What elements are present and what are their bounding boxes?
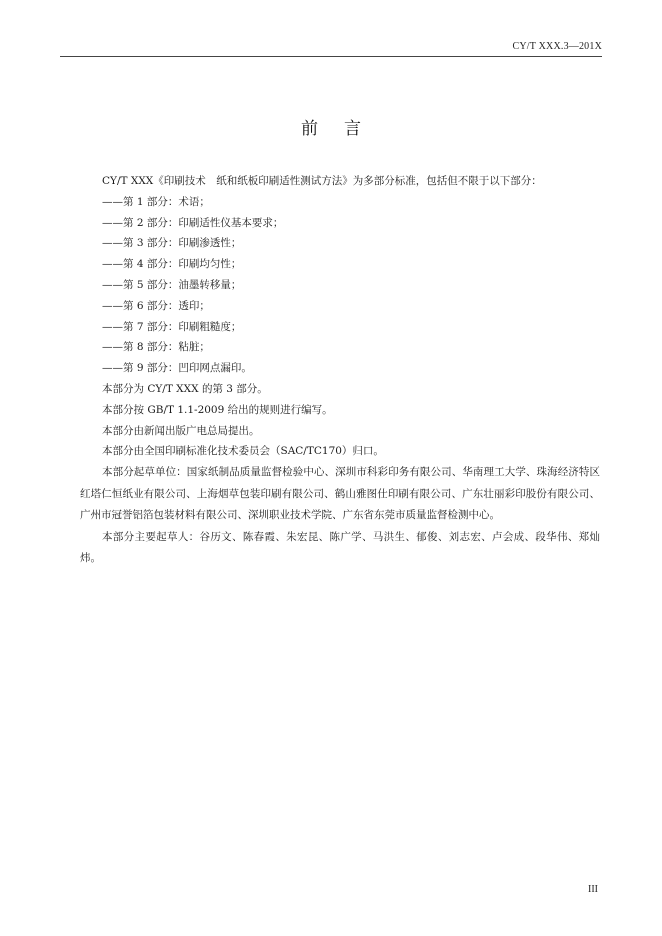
list-item: ——第 1 部分：术语； <box>102 195 210 208</box>
list-item: ——第 6 部分：透印； <box>102 299 210 312</box>
intro-paragraph: CY/T XXX《印刷技术 纸和纸板印刷适性测试方法》为多部分标准，包括但不限于以下部分： <box>102 175 542 187</box>
drafters-paragraph: 本部分主要起草人：谷历文、陈春霞、朱宏昆、陈广学、马洪生、郁俊、刘志宏、卢会成、段华伟、郑灿炜。 <box>80 530 600 565</box>
drafting-rules-statement: 本部分按 GB/T 1.1-2009 给出的规则进行编写。 <box>102 403 333 416</box>
foreword-body <box>80 171 600 570</box>
list-item: ——第 7 部分：印刷粗糙度； <box>102 320 242 333</box>
header-divider <box>60 56 602 57</box>
list-item: ——第 2 部分：印刷适性仪基本要求； <box>102 216 284 229</box>
committee-statement: 本部分由全国印刷标准化技术委员会（SAC/TC170）归口。 <box>102 445 384 458</box>
document-code: CY/T XXX.3—201X <box>512 41 602 52</box>
page-title: 前言 <box>301 119 387 139</box>
proposer-statement: 本部分由新闻出版广电总局提出。 <box>102 424 260 437</box>
part-statement: 本部分为 CY/T XXX 的第 3 部分。 <box>102 382 268 395</box>
drafting-units-paragraph: 本部分起草单位：国家纸制品质量监督检验中心、深圳市科彩印务有限公司、华南理工大学、珠海经济特区红塔仁恒纸业有限公司、上海烟草包装印刷有限公司、鹤山雅图仕印刷有限公司、广东壮丽彩印股份有限公司、广州市冠誉铝箔包装材料有限公司、深圳职业技术学院、广东省东莞市质量监督检测中心。 <box>80 466 600 522</box>
list-item: ——第 9 部分：凹印网点漏印。 <box>102 362 252 375</box>
list-item: ——第 4 部分：印刷均匀性； <box>102 258 242 271</box>
page-number: III <box>588 884 598 895</box>
list-item: ——第 5 部分：油墨转移量； <box>102 278 242 291</box>
list-item: ——第 3 部分：印刷渗透性； <box>102 237 242 250</box>
list-item: ——第 8 部分：粘脏； <box>102 341 210 354</box>
parts-list <box>80 192 600 379</box>
